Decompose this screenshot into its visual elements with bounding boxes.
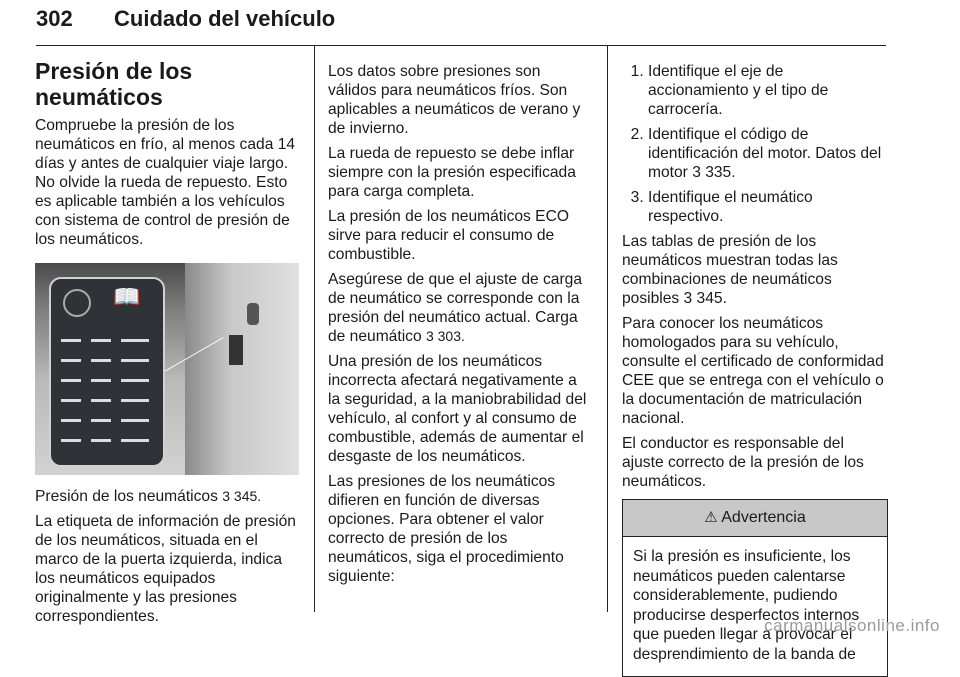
tire-pressure-label-photo <box>35 263 299 475</box>
column-3 <box>622 62 888 677</box>
tire-info-label <box>49 277 165 467</box>
page-reference[interactable]: 3 303. <box>425 328 465 344</box>
paragraph-procedure-intro: Las presiones de los neumáticos difieren en función de diversas opciones. Para obtener el valor correcto de presión de los neumáticos, siga el procedimiento siguiente: <box>328 473 564 585</box>
step-item: 3. Identifique el neumático respectivo. <box>648 188 888 226</box>
manual-book-icon: 📖 <box>113 284 141 309</box>
door-frame <box>185 263 299 475</box>
paragraph-eco-pressure: La presión de los neumáticos ECO sirve para reducir el consumo de combustible. <box>328 208 569 263</box>
paragraph-incorrect-pressure: Una presión de los neumáticos incorrecta afectará negativamente a la seguridad, a la maniobrabilidad del vehículo, al confort y al consumo de combustible, además de aumentar el desgaste de los neumáticos. <box>328 353 587 465</box>
tire-icon <box>63 289 91 317</box>
intro-paragraph: Compruebe la presión de los neumáticos en frío, al menos cada 14 días y antes de cualquier viaje largo. No olvide la rueda de repuesto. Esto es aplicable también a los vehículos con sistema de control de presión de los neumáticos. <box>35 117 296 248</box>
step-item: 2. Identifique el código de identificación del motor. Datos del motor 3 335. <box>648 125 888 182</box>
door-latch <box>247 303 259 325</box>
paragraph-cold-tires: Los datos sobre presiones son válidos para neumáticos fríos. Son aplicables a neumáticos de verano y de invierno. <box>328 63 581 137</box>
header-divider <box>36 45 886 46</box>
paragraph-spare-wheel: La rueda de repuesto se debe inflar siempre con la presión especificada para carga completa. <box>328 145 576 200</box>
column-1 <box>35 52 300 632</box>
warning-text: Si la presión es insuficiente, los neumáticos pueden calentarse considerablemente, pudiendo producirse desperfectos internos que pueden llegar a provocar el desprendimiento de la banda de <box>633 548 860 663</box>
step-item: 1. Identifique el eje de accionamiento y el tipo de carrocería. <box>648 62 888 119</box>
page-number: 302 <box>36 6 73 31</box>
column-divider-1 <box>314 46 315 612</box>
paragraph-load-setting: Asegúrese de que el ajuste de carga de neumático se corresponde con la presión del neumático actual. Carga de neumático 3 303. <box>328 271 583 345</box>
door-sticker <box>229 335 243 365</box>
section-title: Presión de los neumáticos <box>35 58 193 110</box>
chapter-title: Cuidado del vehículo <box>114 6 336 31</box>
paragraph-driver-responsibility: El conductor es responsable del ajuste correcto de la presión de los neumáticos. <box>622 435 864 490</box>
figure-caption: Presión de los neumáticos 3 345. <box>35 488 262 505</box>
procedure-steps <box>622 62 888 226</box>
warning-box <box>622 499 888 677</box>
paragraph-pressure-tables: Las tablas de presión de los neumáticos muestran todas las combinaciones de neumáticos posibles 3 345. <box>622 233 838 307</box>
warning-triangle-icon: ⚠ <box>704 509 718 526</box>
column-divider-2 <box>607 46 608 612</box>
page-reference[interactable]: 3 345. <box>222 488 262 504</box>
label-paragraph: La etiqueta de información de presión de los neumáticos, situada en el marco de la puerta izquierda, indica los neumáticos equipados originalmente y las presiones correspondientes. <box>35 513 296 625</box>
watermark: carmanualsonline.info <box>764 616 940 635</box>
paragraph-homologated-tires: Para conocer los neumáticos homologados para su vehículo, consulte el certificado de conformidad CEE que se entrega con el vehículo o la documentación de matriculación nacional. <box>622 315 884 427</box>
page-header <box>36 6 886 46</box>
warning-header <box>623 500 887 537</box>
warning-title: Advertencia <box>721 509 806 526</box>
column-2 <box>328 62 593 592</box>
